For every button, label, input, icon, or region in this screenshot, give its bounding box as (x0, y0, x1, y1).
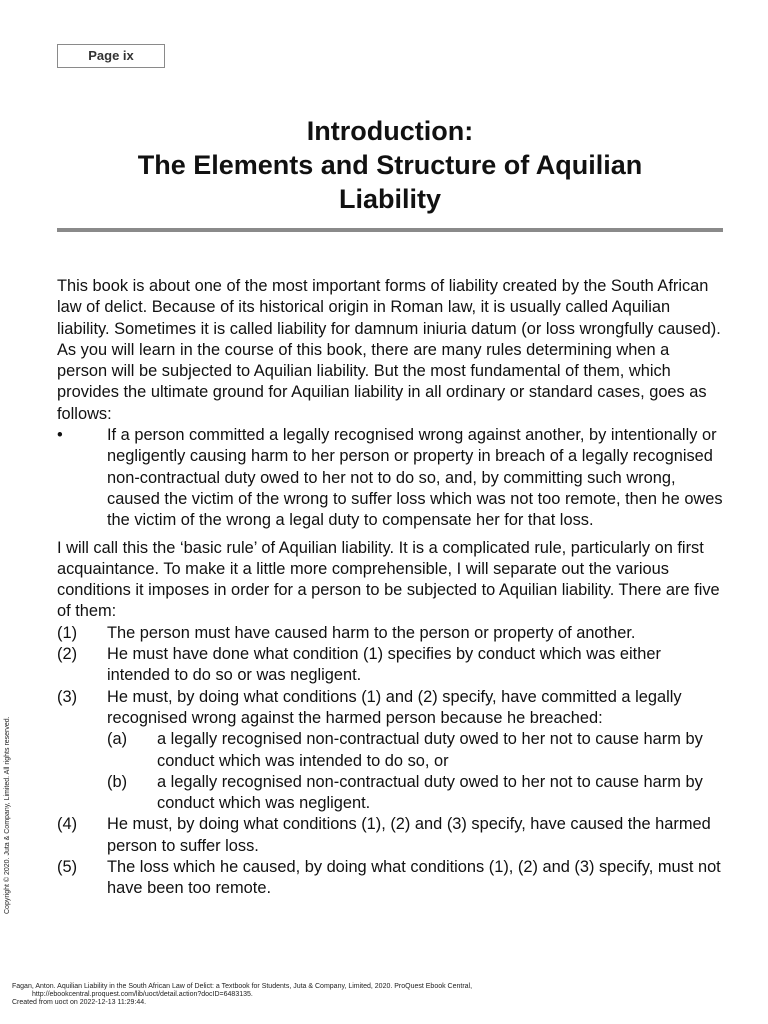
condition-item (57, 623, 723, 644)
copyright-side-note: Copyright © 2020. Juta & Company, Limited. All rights reserved. (4, 716, 11, 914)
title-line-2: The Elements and Structure of Aquilian (137, 150, 643, 180)
condition-text: He must have done what condition (1) specifies by conduct which was either intended to do so or was negligent. (107, 645, 661, 685)
title-line-1: Introduction: (306, 116, 474, 146)
condition-marker: (1) (57, 623, 78, 642)
subcondition-marker: (b) (107, 772, 128, 791)
bullet-marker: • (57, 426, 63, 445)
title-divider (57, 228, 723, 232)
subcondition-text: a legally recognised non-contractual duty owed to her not to cause harm by conduct which was negligent. (157, 772, 703, 813)
condition-item (57, 687, 723, 730)
condition-item (57, 857, 723, 900)
bullet-text: If a person committed a legally recognised wrong against another, by intentionally or negligently causing harm to her person or property in breach of a legally recognised non-contractual duty owed to her not to do so, and, by committing such wrong, caused the victim of the wrong to suffer loss which was not too remote, then he owes the victim of the wrong a legal duty to compensate her for that loss. (107, 426, 723, 530)
body-text (57, 276, 723, 900)
condition-marker: (2) (57, 645, 78, 664)
paragraph-1: This book is about one of the most important forms of liability created by the South African law of delict. Because of its historical origin in Roman law, it is usually called Aquilian liability. Sometimes it is called liability for damnum iniuria datum (or loss wrongfully caused). As you will learn in the course of this book, there are many rules determining when a person will be subjected to Aquilian liability. But the most fundamental of them, which provides the ultimate ground for Aquilian liability in all ordinary or standard cases, goes as follows: (57, 277, 721, 423)
paragraph-2: I will call this the ‘basic rule’ of Aquilian liability. It is a complicated rule, particularly on first acquaintance. To make it a little more comprehensible, I will separate out the various conditions it imposes in order for a person to be subjected to Aquilian liability. There are five of them: (57, 538, 720, 621)
condition-text: The person must have caused harm to the person or property of another. (107, 623, 636, 642)
title-line-3: Liability (338, 184, 441, 214)
subcondition-text: a legally recognised non-contractual duty owed to her not to cause harm by conduct which was intended to do so, or (157, 730, 703, 770)
condition-item (57, 644, 723, 687)
condition-item (57, 814, 723, 857)
page-number-box: Page ix (57, 44, 165, 68)
footer-citation: Fagan, Anton. Aquilian Liability in the South African Law of Delict: a Textbook for Students, Juta & Company, Limited, 2020. ProQuest Ebook Central, (12, 983, 473, 990)
condition-text: He must, by doing what conditions (1) and (2) specify, have committed a legally recognised wrong against the harmed person because he breached: (107, 687, 682, 727)
condition-marker: (4) (57, 815, 78, 834)
chapter-title (57, 114, 723, 216)
subcondition-item (57, 729, 723, 772)
source-footer (12, 983, 472, 1007)
basic-rule-bullet (57, 425, 723, 531)
footer-created: Created from uoct on 2022-12-13 11:29:44. (12, 999, 147, 1006)
footer-url: http://ebookcentral.proquest.com/lib/uoct/detail.action?docID=6483135. (32, 991, 253, 998)
condition-text: The loss which he caused, by doing what conditions (1), (2) and (3) specify, must not have been too remote. (107, 858, 721, 898)
condition-text: He must, by doing what conditions (1), (2) and (3) specify, have caused the harmed person to suffer loss. (107, 815, 711, 855)
subcondition-marker: (a) (107, 730, 128, 749)
condition-marker: (5) (57, 858, 78, 877)
condition-marker: (3) (57, 687, 78, 706)
subcondition-item (57, 772, 723, 815)
